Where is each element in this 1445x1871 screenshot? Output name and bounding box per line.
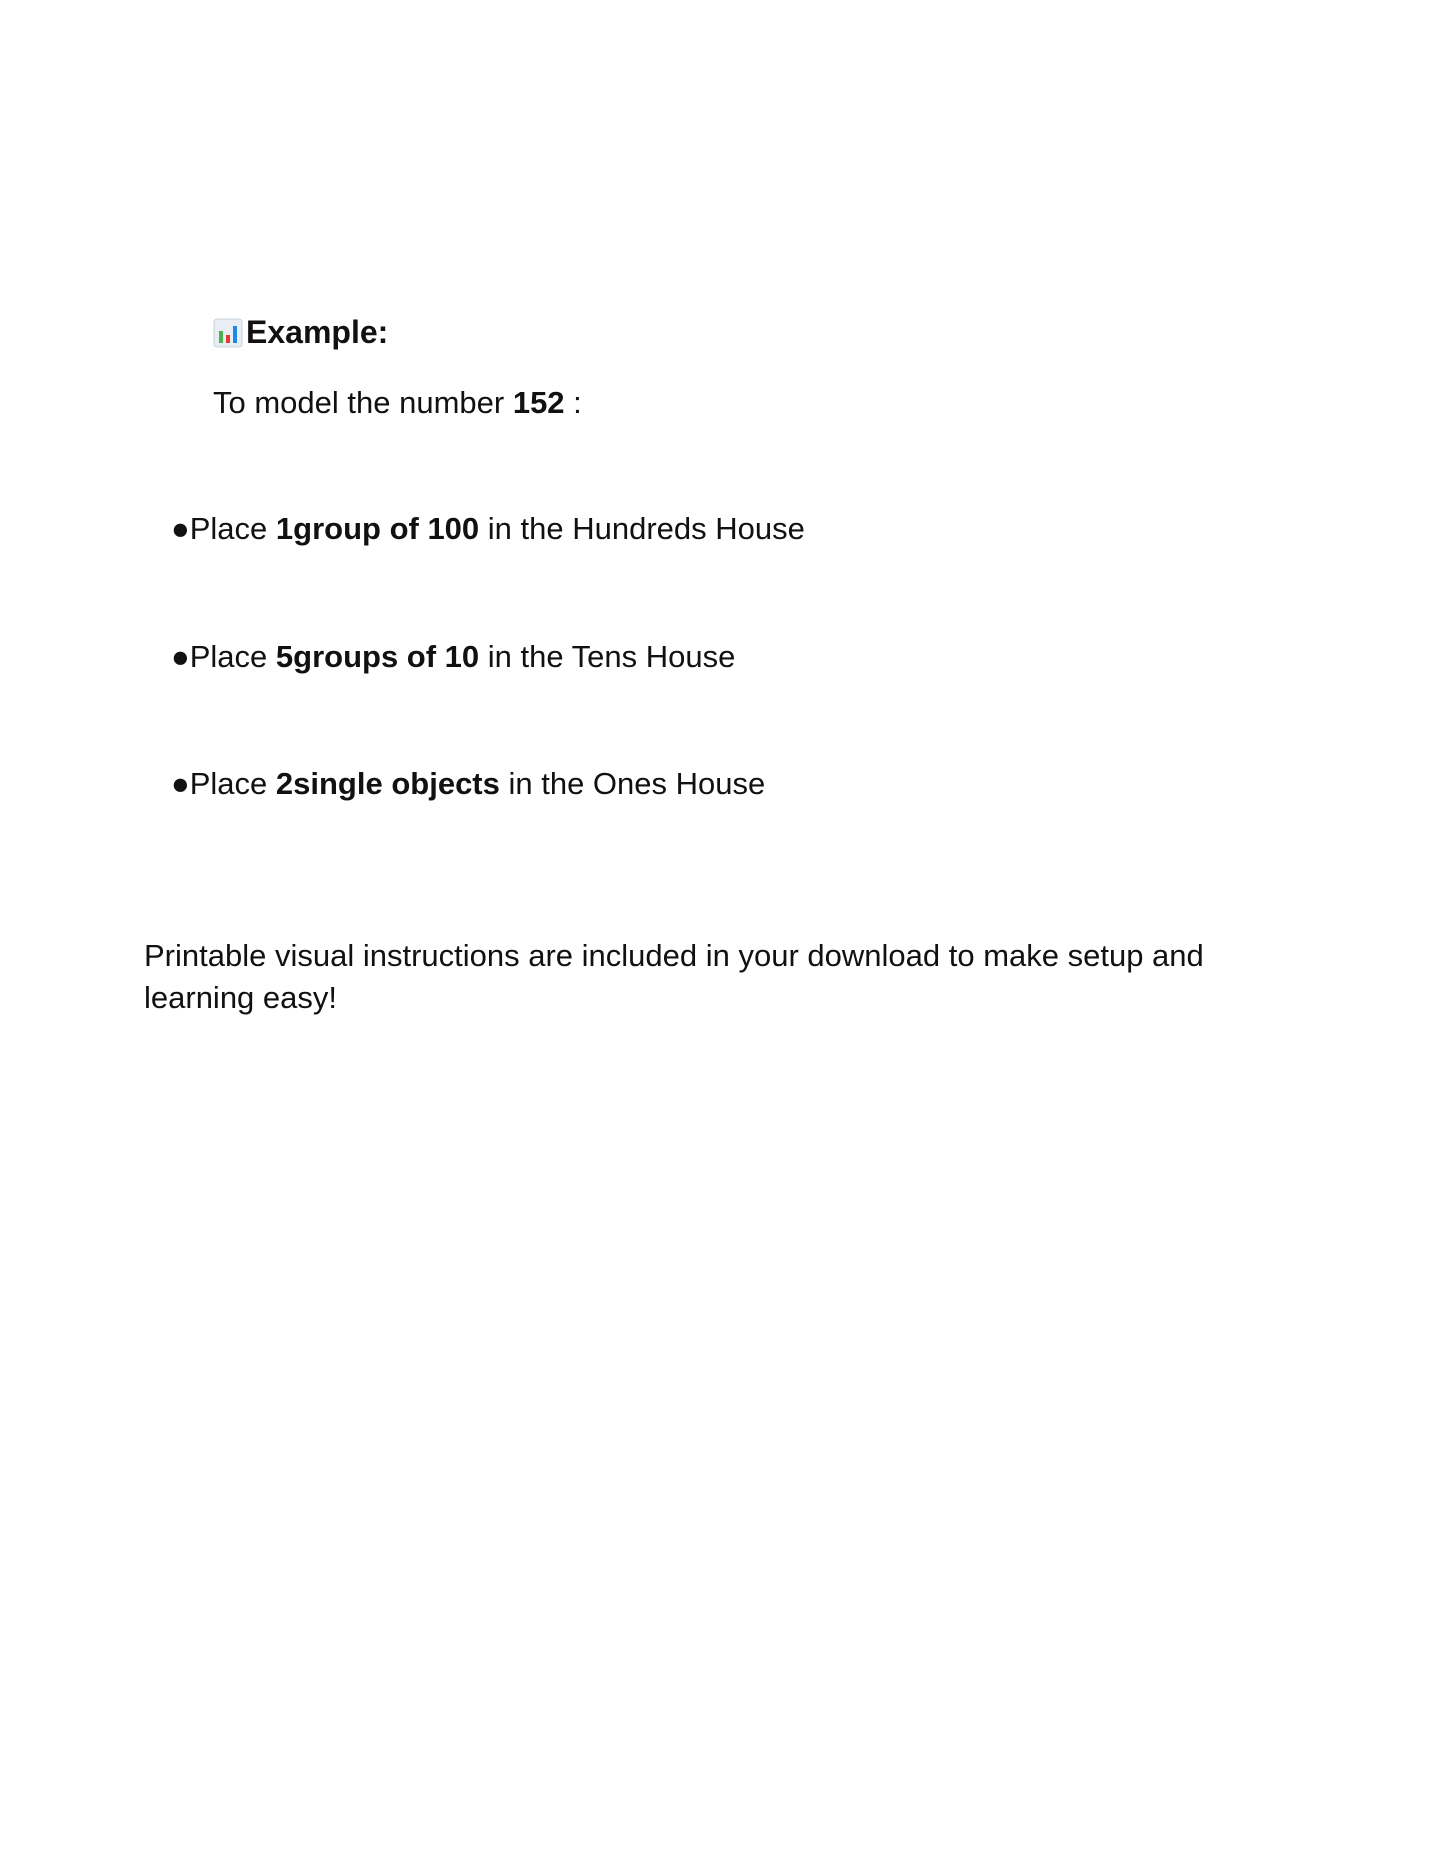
bullet-bold-text: 5groups of 10	[275, 639, 480, 674]
intro-number: 152	[512, 385, 565, 420]
intro-line	[213, 383, 582, 423]
example-heading-text: Example:	[246, 314, 389, 350]
bullet-prefix: Place	[189, 766, 276, 801]
list-item	[171, 637, 735, 677]
bullet-marker: ●	[171, 639, 190, 674]
bullet-marker: ●	[171, 511, 190, 546]
example-heading	[213, 312, 388, 352]
list-item	[171, 509, 805, 549]
bullet-prefix: Place	[189, 639, 276, 674]
list-item	[171, 764, 765, 804]
bar-chart-icon	[213, 317, 243, 347]
bullet-bold-text: 1group of 100	[275, 511, 480, 546]
footer-note: Printable visual instructions are included in your download to make setup and learning easy!	[144, 938, 1204, 1015]
bullet-suffix: in the Hundreds House	[479, 511, 805, 546]
bullet-suffix: in the Ones House	[499, 766, 766, 801]
bullet-prefix: Place	[189, 511, 276, 546]
bullet-suffix: in the Tens House	[479, 639, 736, 674]
intro-suffix: :	[564, 385, 582, 420]
bullet-bold-text: 2single objects	[275, 766, 500, 801]
intro-prefix: To model the number	[213, 385, 513, 420]
bullet-marker: ●	[171, 766, 190, 801]
